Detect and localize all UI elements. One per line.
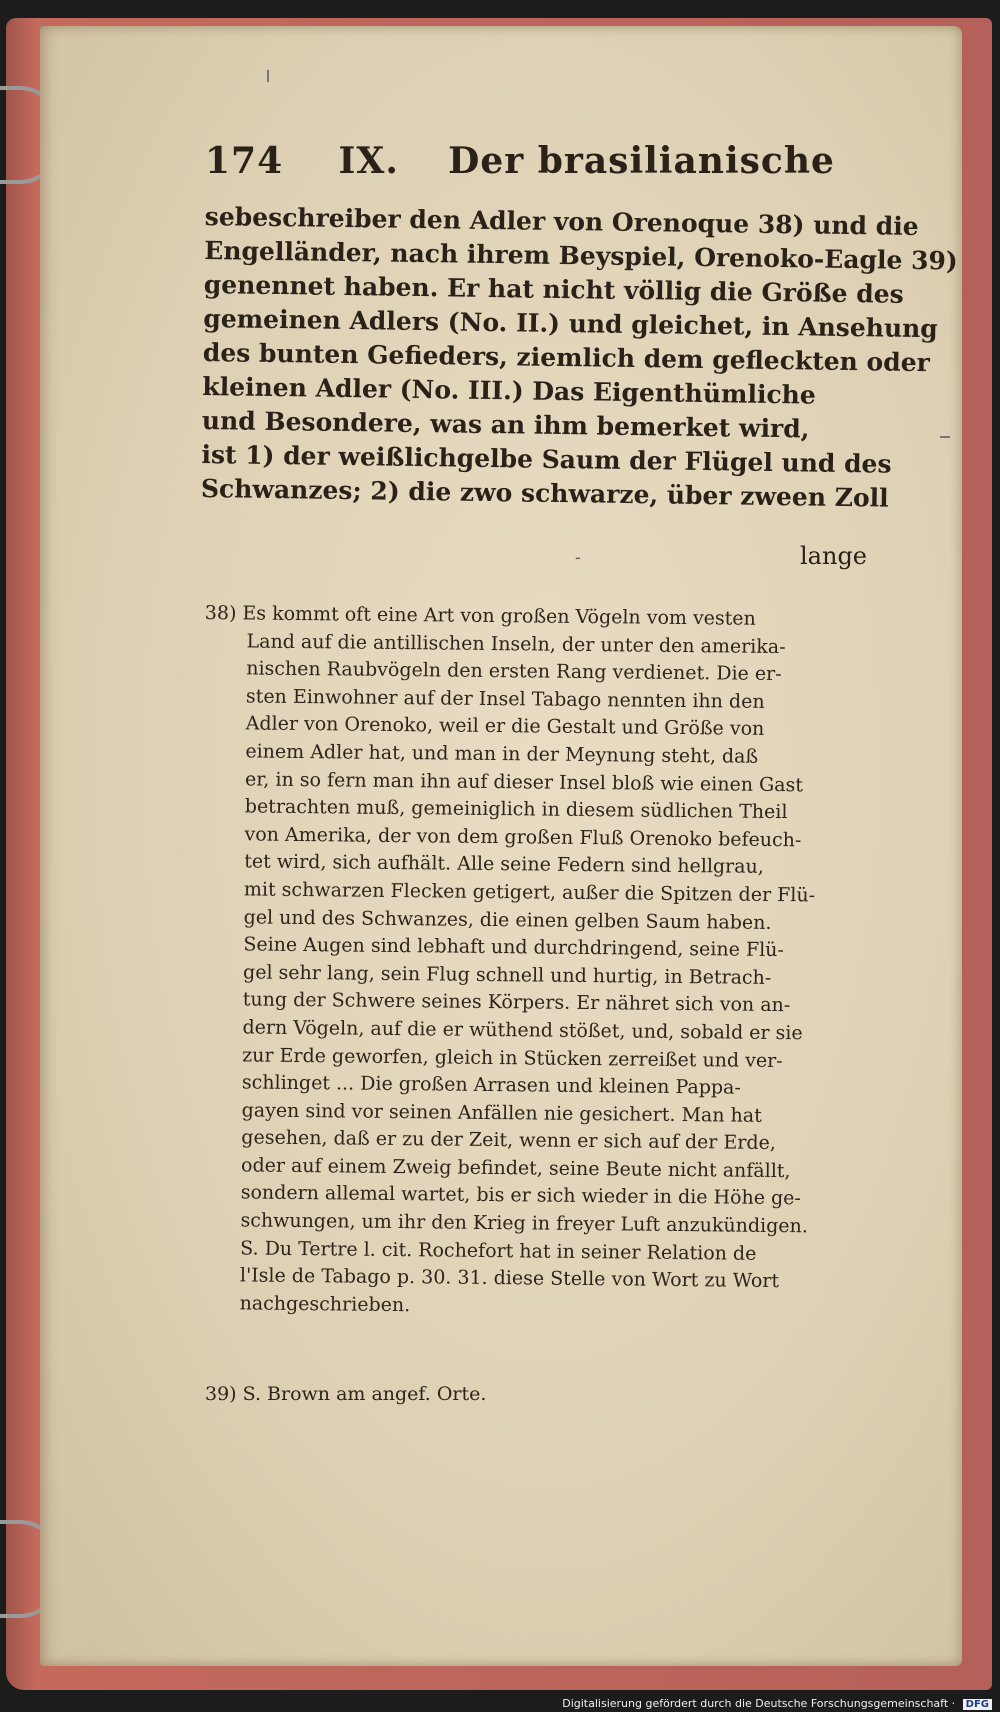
text-line: kleinen Adler (No. III.) Das Eigenthümliche: [202, 371, 816, 410]
footnote-line: Adler von Orenoko, weil er die Gestalt und Größe von: [245, 712, 765, 741]
ruler-tick: [940, 436, 950, 438]
text-line: Engelländer, nach ihrem Beyspiel, Orenoko-Eagle 39): [204, 235, 958, 276]
running-title: Der brasilianische: [448, 140, 835, 182]
ruler-tick: [267, 70, 269, 82]
footnote-line: betrachten muß, gemeiniglich in diesem südlichen Theil: [244, 795, 788, 824]
text-line: genennet haben. Er hat nicht völlig die Größe des: [203, 269, 904, 309]
footnote-line: nachgeschrieben.: [239, 1292, 411, 1317]
page-number: 174: [205, 140, 284, 182]
footnote-line: er, in so fern man ihn auf dieser Insel bloß wie einen Gast: [245, 767, 804, 796]
footnote-line: oder auf einem Zweig befindet, seine Beute nicht anfällt,: [240, 1154, 791, 1183]
footnote-line: schwungen, um ihr den Krieg in freyer Luft anzukündigen.: [240, 1209, 808, 1238]
footnote-line: sten Einwohner auf der Insel Tabago nennten ihn den: [245, 685, 765, 713]
text-line: und Besondere, was an ihm bemerket wird,: [201, 405, 810, 444]
footnote-38: [197, 600, 859, 1324]
footnote-line: gel sehr lang, sein Flug schnell und hurtig, in Betrach-: [242, 961, 772, 989]
text-line: des bunten Gefieders, ziemlich dem gefleckten oder: [202, 337, 930, 378]
text-line: Schwanzes; 2) die zwo schwarze, über zween Zoll: [200, 473, 889, 513]
footnote-line: mit schwarzen Flecken getigert, außer die Spitzen der Flü-: [243, 878, 816, 907]
footnote-line: zur Erde geworfen, gleich in Stücken zerreißet und ver-: [242, 1043, 783, 1072]
text-line: gemeinen Adlers (No. II.) und gleichet, in Ansehung: [203, 303, 938, 344]
footnote-line: Seine Augen sind lebhaft und durchdringend, seine Flü-: [243, 933, 784, 962]
footnote-line: l'Isle de Tabago p. 30. 31. diese Stelle von Wort zu Wort: [239, 1264, 780, 1293]
chapter-number: IX.: [338, 140, 399, 182]
footnote-line: sondern allemal wartet, bis er sich wieder in die Höhe ge-: [240, 1181, 802, 1210]
footnote-line: schlinget ... Die großen Arrasen und kleinen Pappa-: [241, 1071, 741, 1099]
main-text: [200, 200, 958, 515]
text-line: ist 1) der weißlichgelbe Saum der Flügel und des: [201, 439, 892, 479]
footnote-line: von Amerika, der von dem großen Fluß Orenoko befeuch-: [244, 823, 802, 852]
footnote-39: 39) S. Brown am angef. Orte.: [205, 1383, 487, 1405]
dfg-logo: DFG: [963, 1699, 992, 1710]
footnote-line: tet wird, sich aufhält. Alle seine Federn sind hellgrau,: [244, 850, 764, 879]
credit-text: Digitalisierung gefördert durch die Deutsche Forschungsgemeinschaft ·: [562, 1697, 956, 1710]
text-line: sebeschreiber den Adler von Orenoque 38) und die: [204, 201, 919, 241]
footnote-line: dern Vögeln, auf die er wüthend stößet, und, sobald er sie: [242, 1016, 803, 1045]
running-header: [205, 140, 835, 182]
digitization-credit: [562, 1697, 992, 1710]
footnote-line: S. Du Tertre l. cit. Rochefort hat in seiner Relation de: [240, 1237, 757, 1265]
footnote-line: 38) Es kommt oft eine Art von großen Vögeln vom vesten: [204, 601, 756, 630]
catchword: lange: [800, 542, 868, 570]
footnote-line: gel und des Schwanzes, die einen gelben Saum haben.: [243, 905, 772, 934]
footnote-line: tung der Schwere seines Körpers. Er nähret sich von an-: [242, 988, 791, 1017]
footnote-line: gayen sind vor seinen Anfällen nie gesichert. Man hat: [241, 1099, 762, 1127]
footnote-line: einem Adler hat, und man in der Meynung steht, daß: [245, 740, 759, 768]
print-mark: -: [575, 548, 581, 567]
footnote-line: gesehen, daß er zu der Zeit, wenn er sich auf der Erde,: [241, 1126, 777, 1155]
footnote-line: Land auf die antillischen Inseln, der unter den amerika-: [246, 630, 786, 658]
footnote-line: nischen Raubvögeln den ersten Rang verdienet. Die er-: [246, 657, 782, 686]
